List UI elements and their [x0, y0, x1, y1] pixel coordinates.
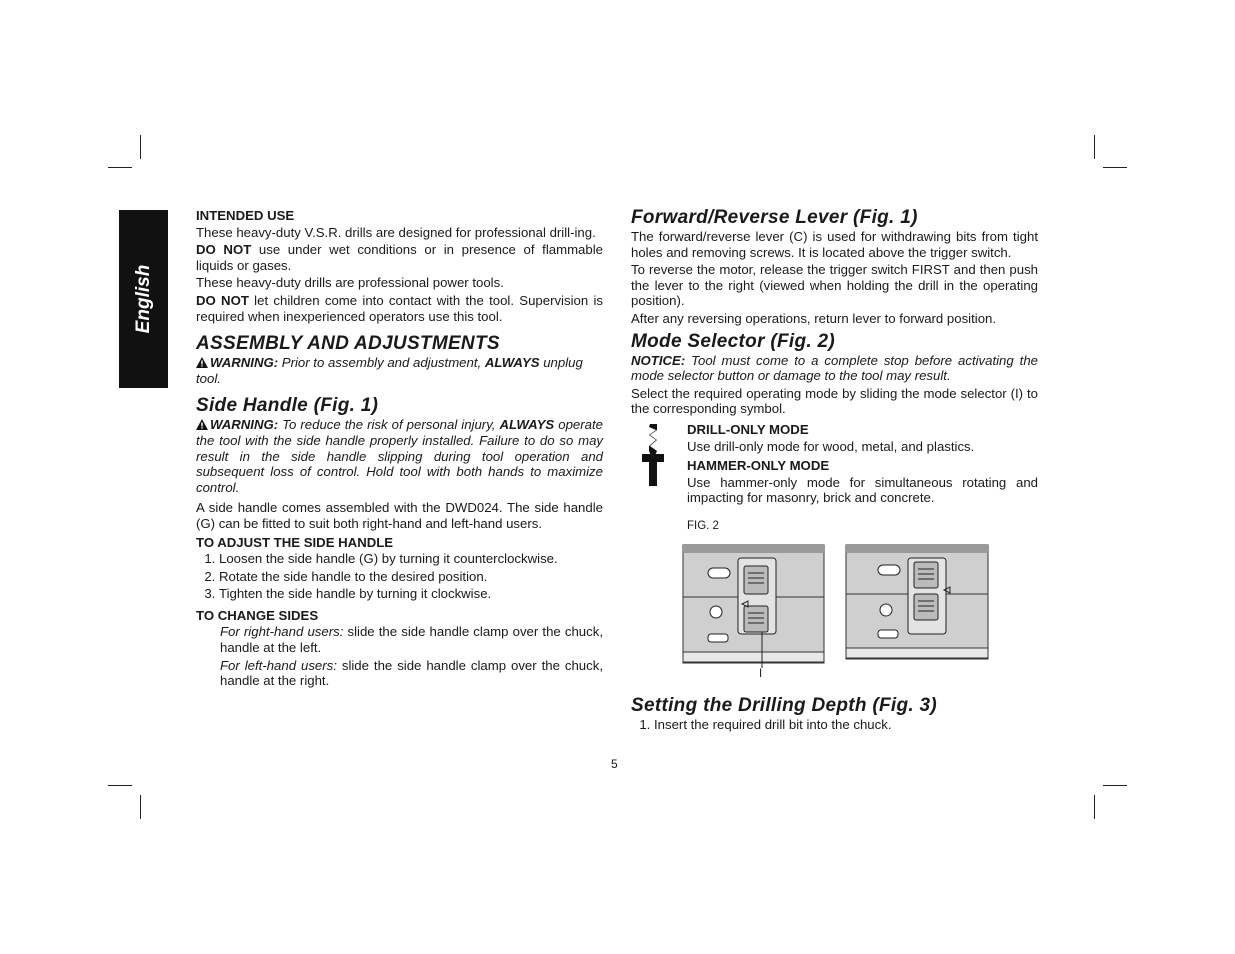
notice-paragraph	[631, 353, 1038, 384]
hammer-mode-item	[631, 458, 1038, 506]
change-sides-heading: TO CHANGE SIDES	[196, 607, 319, 623]
do-not-children-text: let children come into contact with the tool. Supervision is required when inexperienced operators use this tool.	[196, 292, 603, 324]
change-sides-block	[196, 624, 603, 688]
warning-triangle-icon	[196, 419, 208, 430]
language-tab-label: English	[132, 264, 154, 334]
crop-mark	[1103, 167, 1127, 168]
do-not-label: DO NOT	[196, 292, 249, 308]
crop-mark	[1094, 135, 1095, 159]
drill-mode-text: Use drill-only mode for wood, metal, and plastics.	[687, 438, 975, 454]
crop-mark	[1094, 795, 1095, 819]
side-handle-heading: Side Handle (Fig. 1)	[196, 395, 379, 417]
page-number: 5	[611, 757, 618, 771]
right-hand-paragraph	[220, 624, 603, 655]
do-not-wet-text: use under wet conditions or in presence of flammable liquids or gases.	[196, 242, 603, 273]
crop-mark	[140, 135, 141, 159]
list-item: 1. Insert the required drill bit into the chuck.	[654, 717, 1038, 733]
assembly-heading: ASSEMBLY AND ADJUSTMENTS	[196, 333, 500, 355]
do-not-label: DO NOT	[196, 242, 252, 258]
side-handle-warning	[196, 417, 603, 495]
crop-mark	[140, 795, 141, 819]
left-hand-text: slide the side handle clamp over the chuck, handle at the right.	[220, 657, 603, 689]
fig-callout-label: I	[759, 668, 763, 680]
forward-reverse-heading: Forward/Reverse Lever (Fig. 1)	[631, 207, 918, 228]
professional-text: These heavy-duty drills are professional power tools.	[196, 275, 504, 291]
assembly-warning	[196, 355, 603, 386]
side-handle-text: A side handle comes assembled with the DWD024. The side handle (G) can be fitted to suit both right-hand and left-hand users.	[196, 500, 603, 531]
drill-mode-item	[631, 422, 1038, 454]
fig-label: FIG. 2	[687, 520, 719, 532]
do-not-wet-paragraph	[196, 242, 603, 273]
warning-text: To reduce the risk of personal injury,	[278, 417, 500, 433]
warning-text: Prior to assembly and adjustment,	[278, 355, 485, 371]
notice-label: NOTICE:	[631, 352, 686, 368]
hammer-mode-text: Use hammer-only mode for simultaneous rotating and impacting for masonry, brick and concrete.	[687, 474, 1038, 506]
forward-text-2: To reverse the motor, release the trigger switch FIRST and then push the lever to the right (viewed when holding the drill in the operating position).	[631, 262, 1038, 309]
language-tab	[119, 210, 168, 388]
right-hand-text: slide the side handle clamp over the chuck, handle at the left.	[220, 624, 603, 656]
depth-steps-list	[631, 717, 1038, 733]
crop-mark	[108, 785, 132, 786]
notice-text: Tool must come to a complete stop before activating the mode selector button or damage to the tool may result.	[631, 352, 1038, 384]
crop-mark	[1103, 785, 1127, 786]
drilling-depth-section	[631, 695, 1038, 735]
list-item: 1. Loosen the side handle (G) by turning it counterclockwise.	[219, 551, 603, 567]
list-item: 2. Rotate the side handle to the desired position.	[219, 569, 603, 585]
left-hand-label: For left-hand users:	[220, 657, 337, 673]
forward-text-1: The forward/reverse lever (C) is used for withdrawing bits from tight holes and removing screws. It is located above the trigger switch.	[631, 229, 1038, 260]
left-column	[196, 208, 603, 691]
list-item: 3. Tighten the side handle by turning it clockwise.	[219, 586, 603, 602]
warning-triangle-icon	[196, 357, 208, 368]
left-hand-paragraph	[220, 658, 603, 689]
do-not-children-paragraph	[196, 293, 603, 324]
hammer-mode-heading: HAMMER-ONLY MODE	[687, 458, 830, 474]
mode-text: Select the required operating mode by sliding the mode selector (I) to the corresponding symbol.	[631, 385, 1038, 417]
hammer-icon	[642, 454, 664, 486]
intended-use-heading: INTENDED USE	[196, 208, 295, 223]
fig-2-drill-illustration	[682, 540, 992, 682]
always-label: ALWAYS	[499, 417, 555, 433]
forward-text-3: After any reversing operations, return lever to forward position.	[631, 310, 997, 326]
warning-end-text: unplug tool.	[196, 355, 583, 386]
drill-mode-heading: DRILL-ONLY MODE	[687, 421, 809, 437]
crop-mark	[108, 167, 132, 168]
right-hand-label: For right-hand users:	[220, 624, 344, 640]
mode-selector-heading: Mode Selector (Fig. 2)	[631, 330, 836, 352]
drill-right-view	[846, 545, 988, 659]
drill-left-view	[683, 545, 824, 668]
warning-label: WARNING:	[210, 355, 279, 371]
intended-use-text: These heavy-duty V.S.R. drills are designed for professional drill-ing.	[196, 224, 596, 240]
warning-end-text: operate the tool with the side handle properly installed. Failure to do so may result in the side handle slipping during tool operation and subsequent loss of control. Hold tool with both hands to maximize control.	[196, 417, 603, 495]
always-label: ALWAYS	[484, 355, 540, 371]
adjust-heading: TO ADJUST THE SIDE HANDLE	[196, 534, 394, 550]
warning-label: WARNING:	[210, 417, 279, 433]
right-column	[631, 207, 1038, 508]
adjust-steps-list	[196, 551, 603, 602]
drilling-depth-heading: Setting the Drilling Depth (Fig. 3)	[631, 695, 938, 716]
